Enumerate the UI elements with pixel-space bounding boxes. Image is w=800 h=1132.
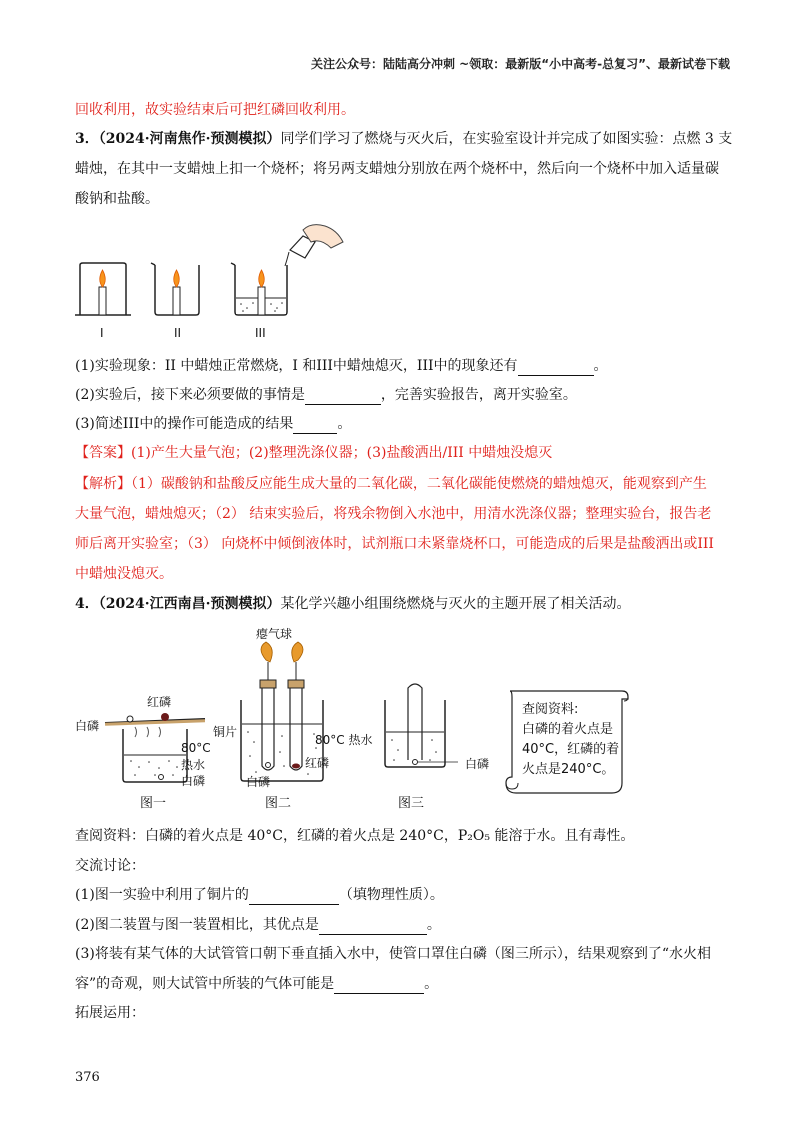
beaker-ii [151,263,199,315]
q3-sub3-end: 。 [337,416,352,432]
scroll-line-2: 白磷的着火点是 [522,722,614,737]
fig1-hot-water-label: 热水 [181,758,206,772]
scroll-line-1: 查阅资料: [522,702,579,717]
q3-answer [75,443,552,463]
fig1-white-p-label: 白磷 [75,719,100,733]
fig2-temp-water-label: 80°C 热水 [315,733,373,747]
analysis-tag: 【解析】 [75,476,131,492]
fig1-caption: 图一 [140,796,167,811]
answer-text: (1)产生大量气泡；(2)整理洗涤仪器；(3)盐酸洒出/III 中蜡烛没熄灭 [131,445,553,461]
q3-figure [75,220,365,330]
scroll-line-3: 40°C，红磷的着 [522,742,620,757]
q3-analysis-4: 中蜡烛没熄灭。 [75,566,173,582]
fig1-temp-label: 80°C [181,741,211,755]
q4-number: 4． [75,596,99,612]
q4-figure-2 [236,640,346,790]
q3-stem-line-3: 酸钠和盐酸。 [75,191,159,207]
fig1-copper-label: 铜片 [213,725,238,739]
q3-sub1-text: (1)实验现象：II 中蜡烛正常燃烧，I 和III中蜡烛熄灭，III中的现象还有 [75,358,518,374]
analysis-text-1: （1）碳酸钠和盐酸反应能生成大量的二氧化碳，二氧化碳能使燃烧的蜡烛熄灭，能观察到产生 [131,476,707,492]
q3-sub1-blank[interactable] [518,361,594,376]
q3-sub3 [75,414,351,434]
q3-sub2-text: (2)实验后，接下来必须要做的事情是 [75,387,305,403]
q4-sub2-blank[interactable] [319,920,427,935]
q4-sub3-blank[interactable] [334,979,424,994]
q3-stem-line-1 [75,129,732,149]
fig2-caption: 图二 [265,796,292,811]
previous-analysis-end: 回收利用，故实验结束后可把红磷回收利用。 [75,102,355,118]
q3-fig-label-i: I [100,326,104,340]
scroll-line-4: 火点是240°C。 [522,762,615,777]
beaker-iii [231,225,343,315]
q3-fig-label-ii: II [174,326,182,340]
q3-stem-1: 同学们学习了燃烧与灭火后，在实验室设计并完成了如图实验：点燃 3 支 [280,131,733,147]
q4-sub2-end: 。 [426,917,441,933]
q3-sub3-text: (3)简述III中的操作可能造成的结果 [75,416,294,432]
q3-fig-label-iii: III [255,326,266,340]
q3-sub1 [75,356,608,376]
q3-analysis-2: 大量气泡，蜡烛熄灭；（2） 结束实验后，将残余物倒入水池中，用清水洗涤仪器；整理实验台，报告老 [75,506,712,522]
q4-sub1-text: (1)图一实验中利用了铜片的 [75,887,249,903]
q3-analysis-3: 师后离开实验室；（3） 向烧杯中倾倒液体时，试剂瓶口未紧靠烧杯口，可能造成的后果是盐酸洒出或III [75,536,714,552]
fig2-white-p-label: 白磷 [246,775,271,789]
q4-sub3-text: 容”的奇观，则大试管中所装的气体可能是 [75,976,335,992]
fig2-balloon-label: 瘪气球 [256,627,293,641]
q4-discuss: 交流讨论： [75,858,145,874]
page-number: 376 [75,1070,100,1085]
answer-tag: 【答案】 [75,445,131,461]
q3-number: 3． [75,131,99,147]
q4-sub1 [75,885,444,905]
fig3-white-p-label: 白磷 [465,757,490,771]
q3-sub2-blank[interactable] [305,390,381,405]
fig2-red-p-label: 红磷 [305,756,330,770]
q4-stem-text: 某化学兴趣小组围绕燃烧与灭火的主题开展了相关活动。 [280,596,631,612]
q3-stem-line-2: 蜡烛，在其中一支蜡烛上扣一个烧杯；将另两支蜡烛分别放在两个烧杯中，然后向一个烧杯中加入适量碳 [75,161,719,177]
q4-figure-3 [380,680,480,790]
q4-source: （2024·江西南昌·预测模拟） [98,596,281,612]
q4-extend: 拓展运用： [75,1005,145,1021]
q4-sub1-blank[interactable] [249,890,339,905]
q3-source: （2024·河南焦作·预测模拟） [98,131,281,147]
q4-sub3-line-1: (3)将装有某气体的大试管管口朝下垂直插入水中，使管口罩住白磷（图三所示），结果观察到了“水火相 [75,946,711,962]
q4-sub2 [75,915,441,935]
q3-sub2-end: ，完善实验报告，离开实验室。 [380,387,577,403]
q4-sub1-end: （填物理性质）。 [338,887,444,903]
fig1-red-p-label: 红磷 [147,695,172,709]
beaker-i [75,263,131,315]
q4-info: 查阅资料：白磷的着火点是 40°C，红磷的着火点是 240°C，P₂O₅ 能溶于水。且有毒性。 [75,828,635,844]
q3-sub2 [75,385,577,405]
q4-sub3-line-2 [75,974,438,994]
fig1-white-p-bottom-label: 白磷 [181,774,206,788]
q4-sub2-text: (2)图二装置与图一装置相比，其优点是 [75,917,319,933]
fig3-caption: 图三 [398,796,425,811]
q3-sub1-end: 。 [593,358,608,374]
page-header: 关注公众号：陆陆高分冲刺 ~领取：最新版“小中高考-总复习”、最新试卷下载 [311,57,730,71]
q3-analysis-1 [75,474,707,494]
q3-sub3-blank[interactable] [293,419,337,434]
q4-sub3-end: 。 [424,976,439,992]
q4-stem [75,594,630,614]
